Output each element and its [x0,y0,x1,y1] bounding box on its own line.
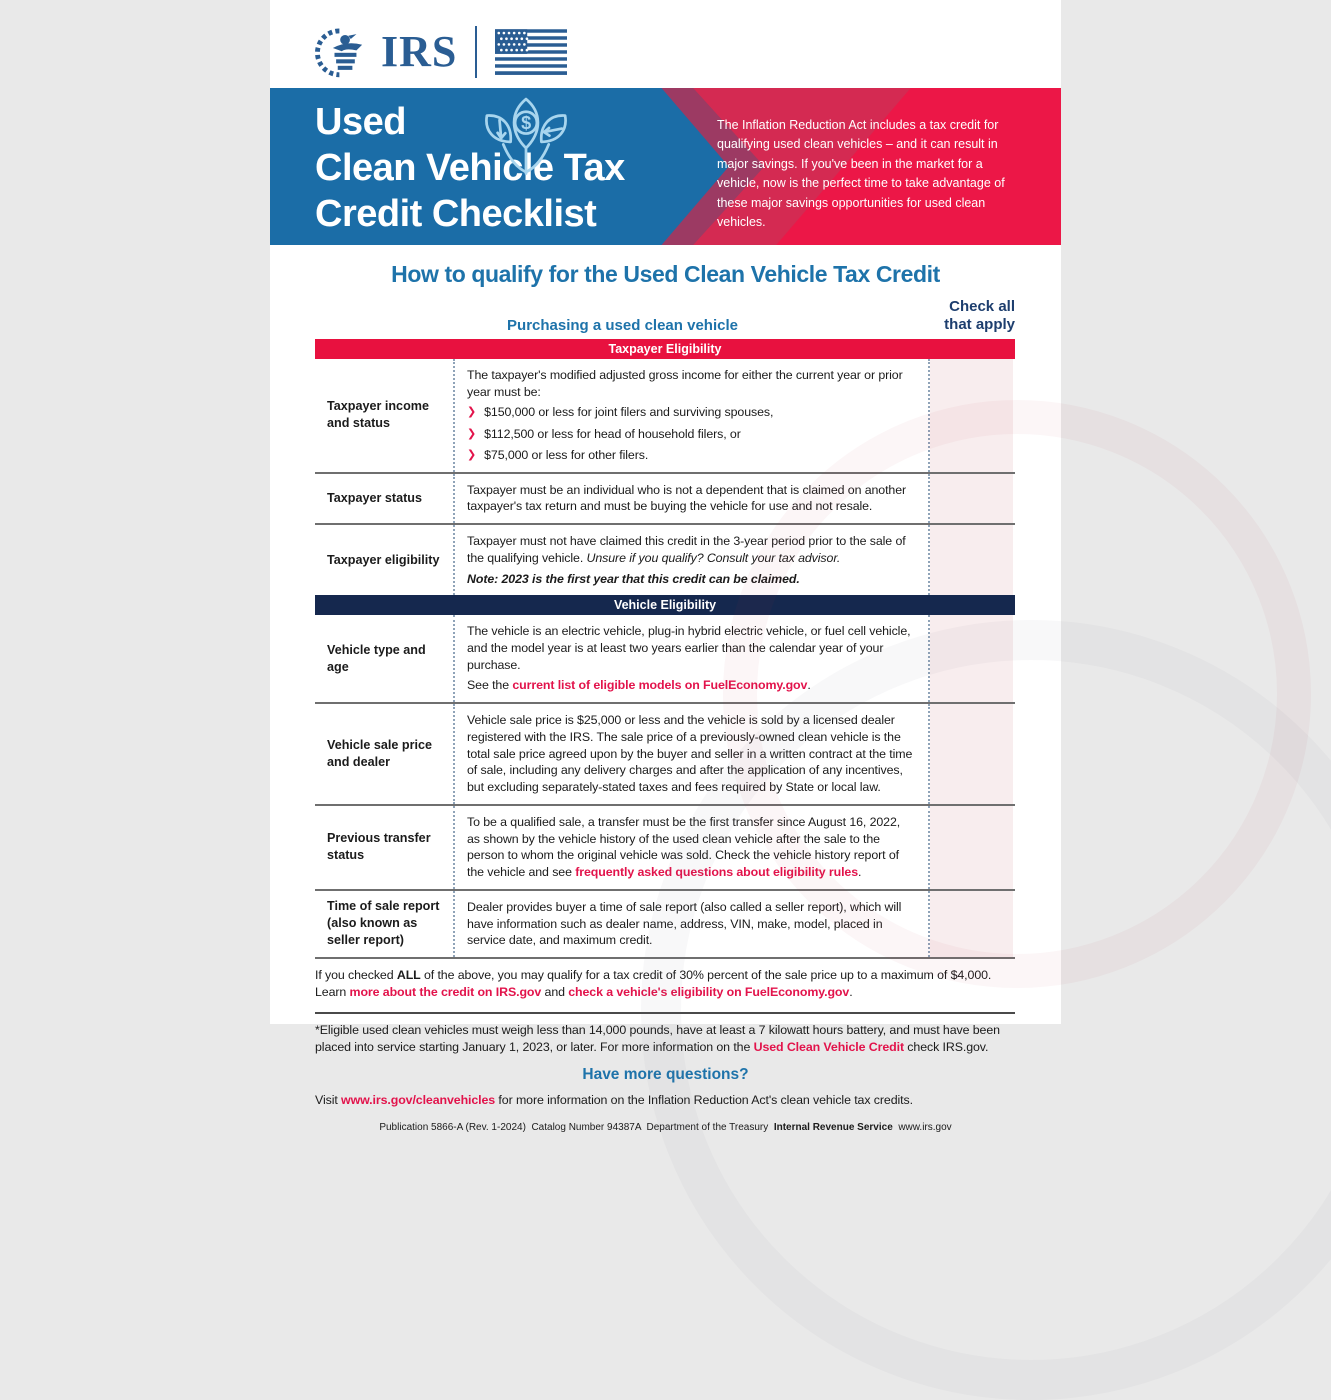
hero-banner [270,88,1061,261]
svg-text:$: $ [521,113,531,134]
checkbox-cell[interactable] [930,525,1013,595]
chevron-bullet-icon: ❯ [467,448,477,461]
checkbox-cell[interactable] [930,806,1013,889]
section-header: Vehicle Eligibility [315,595,1015,615]
logo-divider [475,26,477,78]
content-paragraph: Taxpayer must not have claimed this credit in the 3-year period prior to the sale of the qualifying vehicle. Unsure if you qualify? Consult your tax advisor. [467,534,906,565]
visit-text: Visit www.irs.gov/cleanvehicles for more information on the Inflation Reduction Act's clean vehicle tax credits. [315,1093,913,1108]
irs-logo [315,26,567,78]
table-row [315,523,1015,595]
bullet-item: ❯ $150,000 or less for joint filers and surviving spouses, [467,404,916,421]
document-footer: Publication 5866-A (Rev. 1-2024) Catalog Number 94387A Department of the Treasury Internal Revenue Service www.irs.gov [379,1121,952,1133]
row-content [455,806,930,889]
content-paragraph: To be a qualified sale, a transfer must be the first transfer since August 16, 2022, as shown by the vehicle history of the used clean vehicle after the sale to the person to whom the original vehicle was sold. Check the vehicle history report of the vehicle and see frequently asked questions about eligibility rules. [467,814,901,880]
footnote-text: *Eligible used clean vehicles must weigh less than 14,000 pounds, have at least a 7 kilowatt hours battery, and must have been placed into service starting January 1, 2023, or later. For more information on the Used Clean Vehicle Credit check IRS.gov. [315,1022,1000,1055]
row-content [455,704,930,804]
content-paragraph: Taxpayer must be an individual who is not a dependent that is claimed on another taxpayer's tax return and must be buying the vehicle for use and not resale. [467,482,907,514]
checkbox-cell[interactable] [930,615,1013,702]
banner-copy [717,116,1017,264]
row-label: Taxpayer income and status [315,359,455,472]
more-questions-heading: Have more questions? [582,1066,749,1084]
link-text[interactable]: www.irs.gov/cleanvehicles [341,1093,496,1108]
link-text[interactable]: frequently asked questions about eligibility rules [575,865,859,880]
content-paragraph: Vehicle sale price is $25,000 or less and the vehicle is sold by a licensed dealer registered with the IRS. The sale price of a previously-owned clean vehicle is the total sale price agreed upon by the buyer and seller in a written contract at the time of sale, including any delivery charges and after the application of any incentives, but excluding separately-stated taxes and fees required by State or local law. [467,713,913,795]
checkbox-cell[interactable] [930,359,1013,472]
banner-title [315,99,625,237]
bullet-item: ❯ $112,500 or less for head of household filers, or [467,426,916,443]
table-row [315,889,1015,957]
banner-title-line2: Clean Vehicle Tax [315,147,625,189]
link-text[interactable]: more about the credit on IRS.gov [349,985,542,1000]
see-requirements-text: See requirements below* [717,246,866,261]
checklist-table [315,339,1015,959]
row-label: Time of sale report (also known as seller report) [315,891,455,957]
row-content [455,891,930,957]
checkbox-cell[interactable] [930,474,1013,523]
bullet-item: ❯ $75,000 or less for other filers. [467,447,916,464]
row-label: Vehicle sale price and dealer [315,704,455,804]
irs-eagle-icon [315,26,367,78]
table-row [315,804,1015,889]
row-label: Previous transfer status [315,806,455,889]
leaves-dollar-icon [467,95,585,183]
row-content [455,525,930,595]
content-paragraph: The taxpayer's modified adjusted gross income for either the current year or prior year must be: [467,368,903,399]
irs-logo-text: IRS [381,27,458,76]
chevron-bullet-icon: ❯ [467,406,477,419]
checkbox-cell[interactable] [930,891,1013,957]
content-paragraph: Dealer provides buyer a time of sale report (also called a seller report), which will have information such as dealer name, address, VIN, make, model, placed in service date, and maximum credit. [467,899,902,948]
column-headers [315,298,1015,334]
row-content [455,359,930,472]
chevron-bullet-icon: ❯ [467,427,477,440]
row-label: Taxpayer eligibility [315,525,455,595]
link-text[interactable]: Used Clean Vehicle Credit [753,1040,904,1055]
row-content [455,474,930,523]
content-paragraph: See the current list of eligible models on FuelEconomy.gov. [467,678,811,693]
page-title: How to qualify for the Used Clean Vehicle Tax Credit [391,261,940,287]
table-row [315,702,1015,804]
banner-title-line3: Credit Checklist [315,193,597,235]
us-flag-icon [495,29,567,75]
content-paragraph: The vehicle is an electric vehicle, plug-in hybrid electric vehicle, or fuel cell vehicle, and the model year is at least two years earlier than the calendar year of your purchase. [467,624,911,672]
divider-line [315,1012,1015,1014]
banner-body-text: The Inflation Reduction Act includes a tax credit for qualifying used clean vehicles – and it can result in major savings. If you've been in the market for a vehicle, now is the perfect time to take advantage of these major savings opportunities for used clean vehicles. [717,118,1005,229]
row-label: Taxpayer status [315,474,455,523]
table-row [315,615,1015,702]
content-paragraph: Note: 2023 is the first year that this credit can be claimed. [467,571,800,586]
masthead [270,0,1061,88]
link-text[interactable]: current list of eligible models on FuelEconomy.gov [512,678,808,693]
link-text[interactable]: check a vehicle's eligibility on FuelEconomy.gov [568,985,850,1000]
section-header: Taxpayer Eligibility [315,339,1015,359]
row-content [455,615,930,702]
banner-title-line1: Used [315,101,406,143]
page [270,0,1061,1133]
column-header-check-all: Check all that apply [944,298,1015,333]
table-row [315,472,1015,523]
table-row [315,359,1015,472]
qualify-summary-text: If you checked ALL of the above, you may qualify for a tax credit of 30% percent of the sale price up to a maximum of $4,000. Learn more about the credit on IRS.gov and check a vehicle's eligibility on FuelEconomy.gov. [315,968,992,1000]
checkbox-cell[interactable] [930,704,1013,804]
column-header-purchasing: Purchasing a used clean vehicle [507,317,738,334]
row-label: Vehicle type and age [315,615,455,702]
